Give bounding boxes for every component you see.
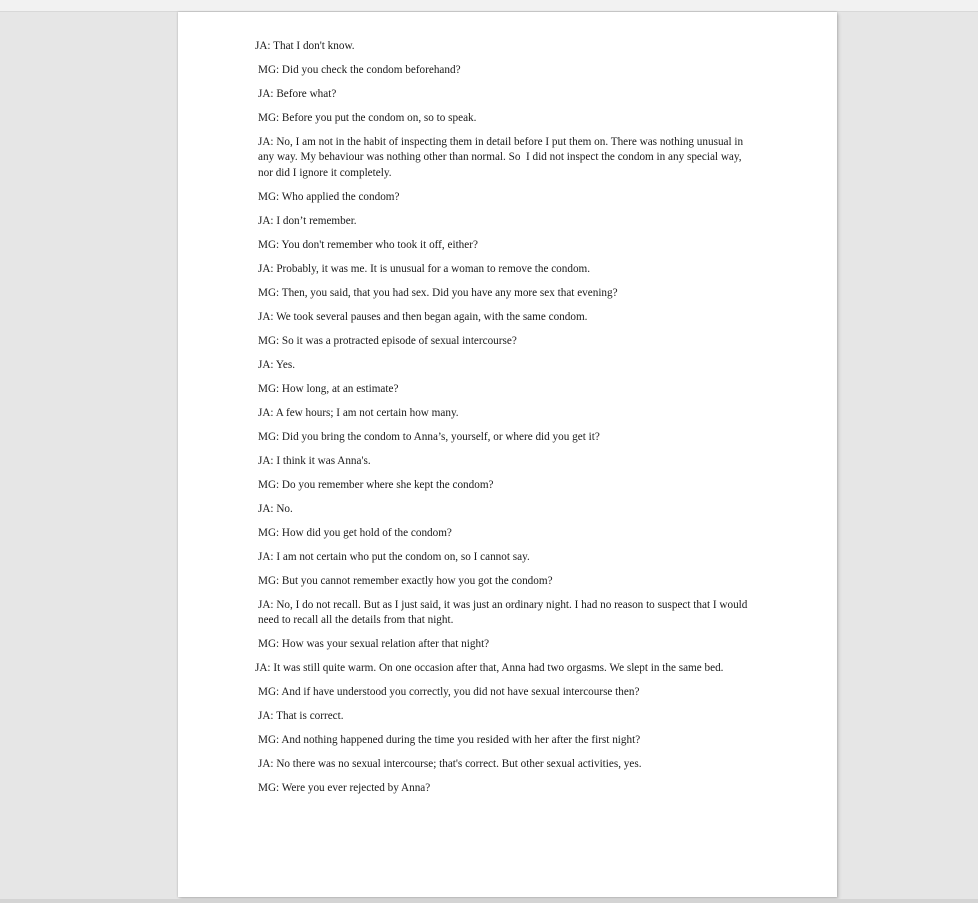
transcript-line: JA: No there was no sexual intercourse; that's correct. But other sexual activities, yes. [258,758,642,771]
transcript-line: MG: And nothing happened during the time you resided with her after the first night? [258,734,641,747]
transcript-line: MG: How was your sexual relation after that night? [258,638,490,651]
transcript-line: JA: No, I do not recall. But as I just said, it was just an ordinary night. I had no reason to suspect that I would need to recall all the details from that night. [258,598,751,627]
transcript-line: MG: Then, you said, that you had sex. Did you have any more sex that evening? [258,286,618,299]
transcript-line: JA: Before what? [258,88,337,100]
transcript-line: MG: Were you ever rejected by Anna? [258,782,431,795]
transcript-body [255,39,757,805]
viewer-top-bar [0,0,978,12]
transcript-line: MG: Who applied the condom? [258,190,400,203]
transcript-line: JA: That I don't know. [255,40,355,52]
transcript-line: MG: Did you check the condom beforehand? [258,64,461,76]
transcript-line: JA: I don’t remember. [258,214,357,227]
transcript-line: JA: I am not certain who put the condom on, so I cannot say. [258,550,530,563]
transcript-line: MG: Before you put the condom on, so to speak. [258,112,477,124]
transcript-line: MG: How did you get hold of the condom? [258,526,452,539]
document-page [178,12,837,897]
transcript-line: JA: It was still quite warm. On one occasion after that, Anna had two orgasms. We slept in the same bed. [255,662,724,675]
transcript-line: MG: You don't remember who took it off, either? [258,238,478,251]
transcript-line: JA: No, I am not in the habit of inspecting them in detail before I put them on. There was nothing unusual in any way. My behaviour was nothing other than normal. So I did not inspect the condom in any special way, nor did I ignore it completely. [258,136,746,179]
transcript-line: JA: A few hours; I am not certain how many. [258,406,459,419]
transcript-line: JA: That is correct. [258,710,344,723]
transcript-line: MG: Did you bring the condom to Anna’s, yourself, or where did you get it? [258,430,600,443]
transcript-line: JA: I think it was Anna's. [258,454,371,467]
transcript-line: MG: How long, at an estimate? [258,382,399,395]
transcript-line: JA: Probably, it was me. It is unusual for a woman to remove the condom. [258,262,591,275]
transcript-line: JA: No. [258,502,293,515]
transcript-line: JA: Yes. [258,358,295,371]
transcript-line: MG: But you cannot remember exactly how you got the condom? [258,574,553,587]
transcript-line: MG: And if have understood you correctly, you did not have sexual intercourse then? [258,686,640,699]
transcript-line: MG: So it was a protracted episode of sexual intercourse? [258,334,517,347]
transcript-line: MG: Do you remember where she kept the condom? [258,478,494,491]
viewer-bottom-bar [0,899,978,903]
transcript-line: JA: We took several pauses and then began again, with the same condom. [258,310,588,323]
